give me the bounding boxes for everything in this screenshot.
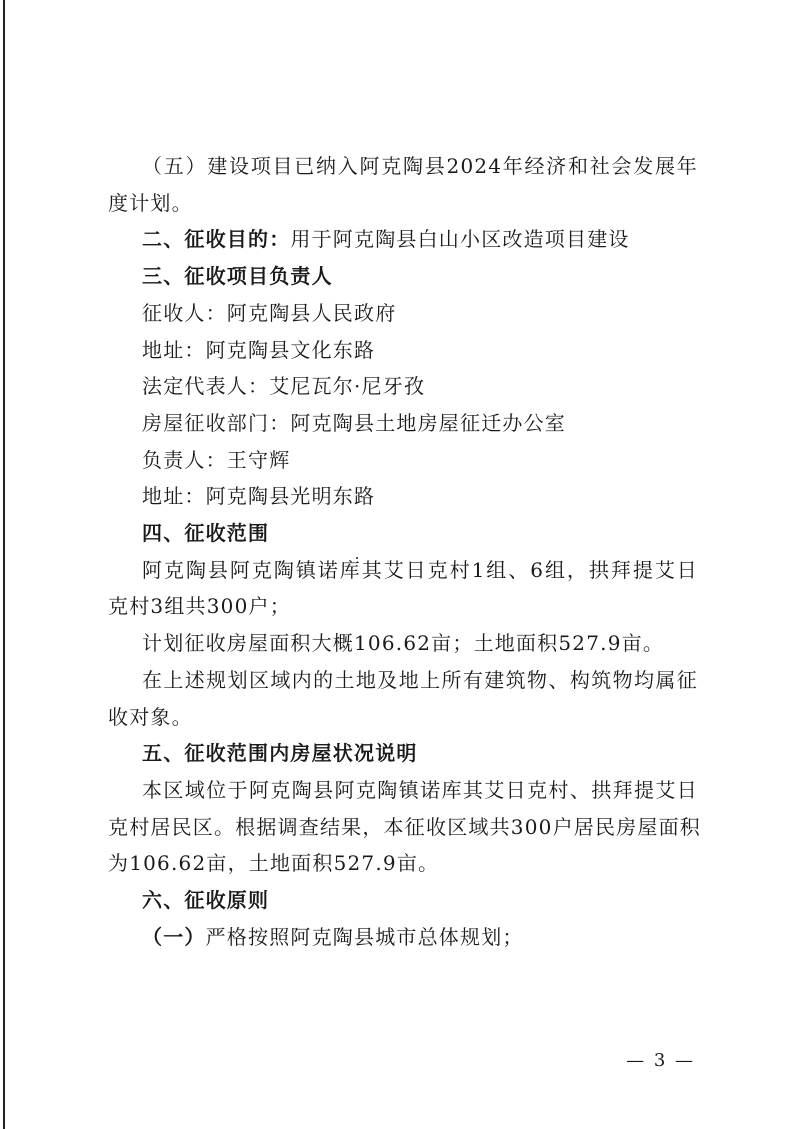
paragraph-line: 法定代表人：艾尼瓦尔·尼牙孜	[142, 374, 426, 399]
paragraph-line: 阿克陶县阿克陶镇诺库其艾日克村1组、6组，拱拜提艾日	[142, 557, 698, 582]
paragraph-line	[108, 919, 698, 956]
paragraph-line: 度计划。	[108, 190, 193, 215]
paragraph-line: 收对象。	[108, 704, 193, 729]
paragraph-line: 征收人：阿克陶县人民政府	[142, 300, 397, 325]
paragraph-line: 克村3组共300户；	[108, 594, 291, 619]
document-body	[108, 148, 701, 955]
page-left-edge	[3, 0, 5, 1129]
paragraph-line: 房屋征收部门：阿克陶县土地房屋征迁办公室	[142, 410, 566, 435]
paragraph-line: 克村居民区。根据调查结果，本征收区域共300户居民房屋面积	[108, 814, 701, 839]
paragraph-line	[108, 221, 698, 258]
paragraph-line: 在上述规划区域内的土地及地上所有建筑物、构筑物均属征	[142, 667, 698, 692]
section-heading: 四、征收范围	[142, 521, 270, 546]
section-heading: 五、征收范围内房屋状况说明	[142, 741, 418, 766]
paragraph-line: 本区域位于阿克陶县阿克陶镇诺库其艾日克村、拱拜提艾日	[142, 777, 698, 802]
paragraph-line: 为106.62亩，土地面积527.9亩。	[108, 851, 440, 876]
paragraph-line: 地址：阿克陶县文化东路	[142, 337, 376, 362]
page-number: — 3 —	[626, 1050, 695, 1071]
paragraph-line: 地址：阿克陶县光明东路	[142, 484, 376, 509]
paragraph-line: 计划征收房屋面积大概106.62亩；土地面积527.9亩。	[142, 631, 665, 656]
section-heading: 六、征收原则	[142, 888, 270, 913]
line-rest: 严格按照阿克陶县城市总体规划；	[205, 924, 524, 949]
line-bold-prefix: （一）	[142, 924, 206, 949]
paragraph-line: （五）建设项目已纳入阿克陶县2024年经济和社会发展年	[142, 154, 698, 178]
line-bold-prefix: 二、征收目的：	[142, 227, 291, 252]
line-rest: 用于阿克陶县白山小区改造项目建设	[290, 227, 630, 252]
paragraph-line: 负责人：王守辉	[142, 447, 291, 472]
section-heading: 三、征收项目负责人	[142, 264, 333, 289]
